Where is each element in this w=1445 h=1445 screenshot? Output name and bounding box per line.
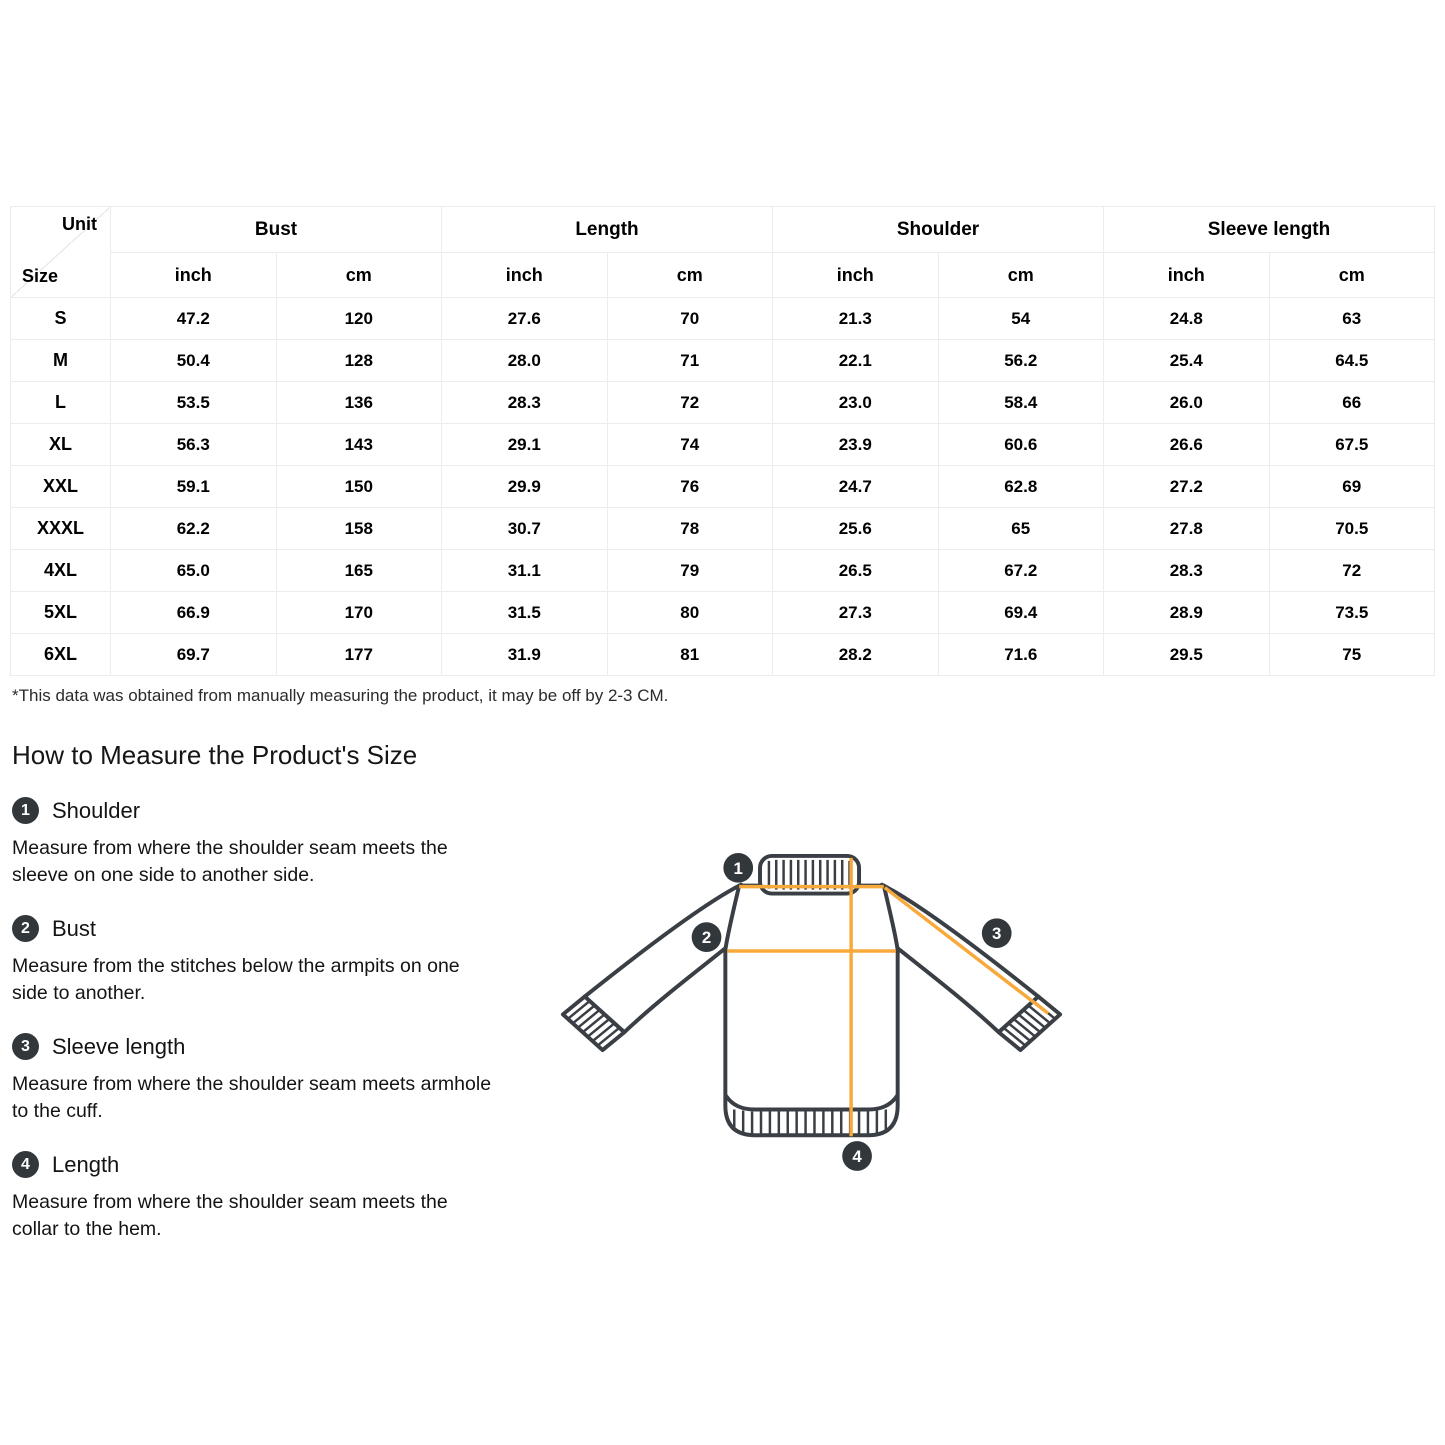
diagram-badge-1 [723, 853, 753, 883]
measurement-value: 65.0 [111, 550, 277, 592]
measurement-value: 53.5 [111, 382, 277, 424]
measurement-value: 22.1 [773, 340, 939, 382]
group-header-length: Length [442, 207, 773, 253]
measurement-value: 27.8 [1104, 508, 1270, 550]
table-footnote: *This data was obtained from manually measuring the product, it may be off by 2-3 CM. [12, 686, 669, 705]
group-header-bust: Bust [111, 207, 442, 253]
measurement-value: 60.6 [938, 424, 1104, 466]
corner-unit-label: Unit [62, 214, 97, 234]
sweater-diagram [555, 826, 1070, 1183]
measurement-value: 27.2 [1104, 466, 1270, 508]
measurement-value: 23.0 [773, 382, 939, 424]
measurement-value: 28.0 [442, 340, 608, 382]
table-row [11, 382, 1435, 424]
measurement-value: 21.3 [773, 298, 939, 340]
unit-header: inch [111, 253, 277, 298]
measure-item-head [12, 797, 510, 824]
measurement-value: 25.4 [1104, 340, 1270, 382]
measurement-value: 31.9 [442, 634, 608, 676]
size-label: 4XL [11, 550, 111, 592]
measure-item-label: Bust [52, 915, 97, 941]
measurement-value: 72 [1269, 550, 1435, 592]
measure-item-head [12, 1033, 510, 1060]
sweater-left-sleeve [585, 885, 741, 1033]
measurement-value: 67.2 [938, 550, 1104, 592]
measurement-value: 170 [276, 592, 442, 634]
table-row [11, 550, 1435, 592]
measurement-value: 28.9 [1104, 592, 1270, 634]
measurement-value: 69.7 [111, 634, 277, 676]
measurement-value: 71.6 [938, 634, 1104, 676]
unit-header: inch [773, 253, 939, 298]
measurement-value: 69 [1269, 466, 1435, 508]
measure-item-label: Length [52, 1151, 120, 1177]
sweater-body [725, 886, 897, 1136]
measure-item-description: Measure from where the shoulder seam meets the sleeve on one side to another side. [12, 837, 448, 886]
diagram-badge-3-number: 3 [992, 924, 1002, 944]
measurement-value: 30.7 [442, 508, 608, 550]
measurement-value: 27.3 [773, 592, 939, 634]
measurement-value: 31.5 [442, 592, 608, 634]
group-header-shoulder: Shoulder [773, 207, 1104, 253]
measure-item-description: Measure from where the shoulder seam meets the collar to the hem. [12, 1191, 448, 1240]
measure-item-sleeve-length [12, 1033, 510, 1125]
measurement-value: 24.8 [1104, 298, 1270, 340]
measure-item-label: Sleeve length [52, 1033, 186, 1059]
measurement-value: 29.9 [442, 466, 608, 508]
size-label: XXL [11, 466, 111, 508]
table-row [11, 340, 1435, 382]
measurement-value: 63 [1269, 298, 1435, 340]
diagram-badge-4 [842, 1141, 872, 1171]
table-row [11, 634, 1435, 676]
measurement-value: 62.8 [938, 466, 1104, 508]
table-row [11, 592, 1435, 634]
size-label: L [11, 382, 111, 424]
measure-item-length [12, 1151, 510, 1243]
size-chart-table [10, 206, 1435, 676]
unit-header: inch [442, 253, 608, 298]
measurement-value: 26.0 [1104, 382, 1270, 424]
measure-item-head [12, 915, 510, 942]
measurement-value: 71 [607, 340, 773, 382]
measurement-value: 143 [276, 424, 442, 466]
unit-header-row [11, 253, 1435, 298]
number-badge: 4 [12, 1151, 39, 1178]
measurement-value: 70 [607, 298, 773, 340]
measurement-value: 72 [607, 382, 773, 424]
measurement-value: 56.2 [938, 340, 1104, 382]
measure-body [10, 771, 1435, 1243]
size-label: 6XL [11, 634, 111, 676]
measurement-value: 67.5 [1269, 424, 1435, 466]
sweater-diagram-container [555, 771, 1070, 1188]
measurement-value: 56.3 [111, 424, 277, 466]
unit-header: cm [938, 253, 1104, 298]
unit-header: inch [1104, 253, 1270, 298]
measure-instructions [10, 771, 510, 1243]
measurement-value: 64.5 [1269, 340, 1435, 382]
table-row [11, 424, 1435, 466]
sweater-right-sleeve [882, 885, 1038, 1033]
measurement-value: 79 [607, 550, 773, 592]
measurement-value: 66 [1269, 382, 1435, 424]
size-label: XL [11, 424, 111, 466]
measurement-value: 23.9 [773, 424, 939, 466]
measurement-value: 120 [276, 298, 442, 340]
measurement-value: 50.4 [111, 340, 277, 382]
measurement-value: 165 [276, 550, 442, 592]
size-label: M [11, 340, 111, 382]
measure-item-description: Measure from where the shoulder seam meets armhole to the cuff. [12, 1073, 492, 1122]
corner-size-label: Size [22, 266, 59, 286]
measurement-value: 62.2 [111, 508, 277, 550]
measurement-value: 150 [276, 466, 442, 508]
measurement-value: 54 [938, 298, 1104, 340]
measure-item-shoulder [12, 797, 510, 889]
measurement-value: 31.1 [442, 550, 608, 592]
measure-item-description: Measure from the stitches below the armpits on one side to another. [12, 955, 460, 1004]
measurement-value: 29.1 [442, 424, 608, 466]
unit-header: cm [1269, 253, 1435, 298]
diagram-badge-4-number: 4 [852, 1146, 862, 1166]
measurement-value: 76 [607, 466, 773, 508]
measurement-value: 74 [607, 424, 773, 466]
measurement-value: 65 [938, 508, 1104, 550]
measure-item-label: Shoulder [52, 797, 141, 823]
measurement-value: 81 [607, 634, 773, 676]
measurement-value: 58.4 [938, 382, 1104, 424]
table-row [11, 298, 1435, 340]
unit-header: cm [607, 253, 773, 298]
measurement-value: 136 [276, 382, 442, 424]
measurement-value: 66.9 [111, 592, 277, 634]
measurement-value: 26.5 [773, 550, 939, 592]
measurement-value: 80 [607, 592, 773, 634]
size-label: S [11, 298, 111, 340]
measurement-value: 26.6 [1104, 424, 1270, 466]
size-label: XXXL [11, 508, 111, 550]
measurement-value: 158 [276, 508, 442, 550]
diagram-badge-1-number: 1 [733, 858, 743, 878]
diagram-badge-2-number: 2 [701, 928, 712, 948]
measurement-value: 59.1 [111, 466, 277, 508]
measure-item-head [12, 1151, 510, 1178]
measurement-value: 70.5 [1269, 508, 1435, 550]
measurement-value: 177 [276, 634, 442, 676]
measurement-value: 78 [607, 508, 773, 550]
measurement-value: 73.5 [1269, 592, 1435, 634]
measurement-value: 75 [1269, 634, 1435, 676]
diagram-badge-3 [982, 918, 1012, 948]
measurement-value: 28.3 [1104, 550, 1270, 592]
measurement-value: 69.4 [938, 592, 1104, 634]
unit-header: cm [276, 253, 442, 298]
measurement-value: 24.7 [773, 466, 939, 508]
measurement-value: 128 [276, 340, 442, 382]
measurement-value: 25.6 [773, 508, 939, 550]
table-row [11, 466, 1435, 508]
size-label: 5XL [11, 592, 111, 634]
group-header-sleeve-length: Sleeve length [1104, 207, 1435, 253]
group-header-row [11, 207, 1435, 253]
number-badge: 1 [12, 797, 39, 824]
unit-size-corner-cell [11, 207, 111, 298]
table-row [11, 508, 1435, 550]
diagram-badge-2 [692, 922, 722, 952]
measurement-value: 29.5 [1104, 634, 1270, 676]
measurement-value: 28.2 [773, 634, 939, 676]
howto-section-title: How to Measure the Product's Size [12, 740, 418, 770]
measurement-value: 47.2 [111, 298, 277, 340]
number-badge: 2 [12, 915, 39, 942]
number-badge: 3 [12, 1033, 39, 1060]
measure-item-bust [12, 915, 510, 1007]
measurement-value: 27.6 [442, 298, 608, 340]
measurement-value: 28.3 [442, 382, 608, 424]
